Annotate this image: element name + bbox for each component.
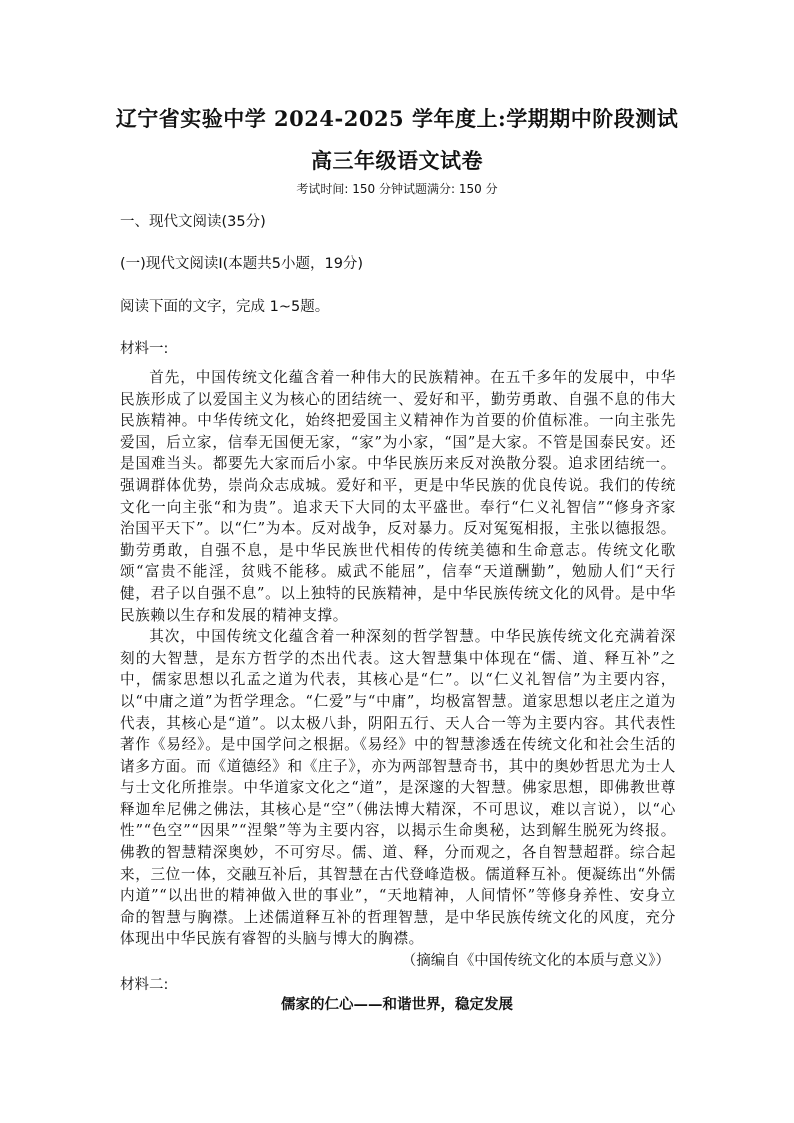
reading-instruction: 阅读下面的文字，完成 1~5题。 [120, 299, 330, 315]
exam-info: 考试时间: 150 分钟试题满分: 150 分 [296, 182, 498, 196]
section-heading: 一、现代文阅读(35分) [120, 214, 266, 230]
paragraph: 首先，中国传统文化蕴含着一种伟大的民族精神。在五千多年的发展中，中华民族形成了以爱国主义为核心的团结统一、爱好和平，勤劳勇敢、自强不息的伟大民族精神。中华传统文化，始终把爱国主义精神作为首要的价值标准。一向主张先爱国，后立家，信奉无国便无家，“家”为小家，“国”是大家。不管是国泰民安。还是国难当头。都要先大家而后小家。中华民族历来反对涣散分裂。追求团结统一。强调群体优势，崇尚众志成城。爱好和平，更是中华民族的优良传说。我们的传统文化一向主张“和为贵”。追求天下大同的太平盛世。奉行“仁义礼智信”“修身齐家治国平天下”。以“仁”为本。反对战争，反对暴力。反对冤冤相报，主张以德报怨。勤劳勇敢，自强不息，是中华民族世代相传的传统美德和生命意志。传统文化歌颂“富贵不能淫，贫贱不能移。威武不能屈”，信奉“天道酬勤”，勉励人们“天行健，君子以自强不息”。以上独特的民族精神，是中华民族传统文化的风骨。是中华民族赖以生存和发展的精神支撑。 [120, 369, 676, 624]
material-two-subtitle: 儒家的仁心——和谐世界，稳定发展 [281, 996, 513, 1013]
exam-title: 辽宁省实验中学 2024-2025 学年度上:学期期中阶段测试 [115, 106, 679, 131]
paragraph: 其次，中国传统文化蕴含着一种深刻的哲学智慧。中华民族传统文化充满着深刻的大智慧，是东方哲学的杰出代表。这大智慧集中体现在“儒、道、释互补”之中，儒家思想以孔孟之道为代表，其核心是“仁”。以“仁义礼智信”为主要内容，以“中庸之道”为哲学理念。“仁爱”与“中庸”，均极富智慧。道家思想以老庄之道为代表，其核心是“道”。以太极八卦，阴阳五行、天人合一等为主要内容。其代表性著作《易经》。是中国学问之根据。《易经》中的智慧渗透在传统文化和社会生活的诸多方面。而《道德经》和《庄子》，亦为两部智慧奇书，其中的奥妙哲思尤为士人与士文化所推崇。中华道家文化之“道”，是深邃的大智慧。佛家思想，即佛教世尊释迦牟尼佛之佛法，其核心是“空”（佛法博大精深，不可思议，难以言说），以“心性”“色空”“因果”“涅槃”等为主要内容，以揭示生命奥秘，达到解生脱死为终报。佛教的智慧精深奥妙，不可穷尽。儒、道、释，分而观之，各自智慧超群。综合起来，三位一体，交融互补后，其智慧在古代登峰造极。儒道释互补。便凝练出“外儒内道”“以出世的精神做入世的事业”，“天地精神，人间情怀”等修身养性、安身立命的智慧与胸襟。上述儒道释互补的哲理智慧，是中华民族传统文化的风度，充分体现出中华民族有睿智的头脑与博大的胸襟。 [120, 628, 676, 948]
material-two-label: 材料二: [120, 977, 169, 993]
exam-subtitle: 高三年级语文试卷 [311, 148, 483, 173]
material-one-source: （摘编自《中国传统文化的本质与意义》） [401, 953, 670, 969]
material-one-text [120, 367, 676, 950]
subsection-heading: (一)现代文阅读I(本题共5小题，19分) [120, 256, 364, 272]
material-one-label: 材料一: [120, 341, 169, 357]
